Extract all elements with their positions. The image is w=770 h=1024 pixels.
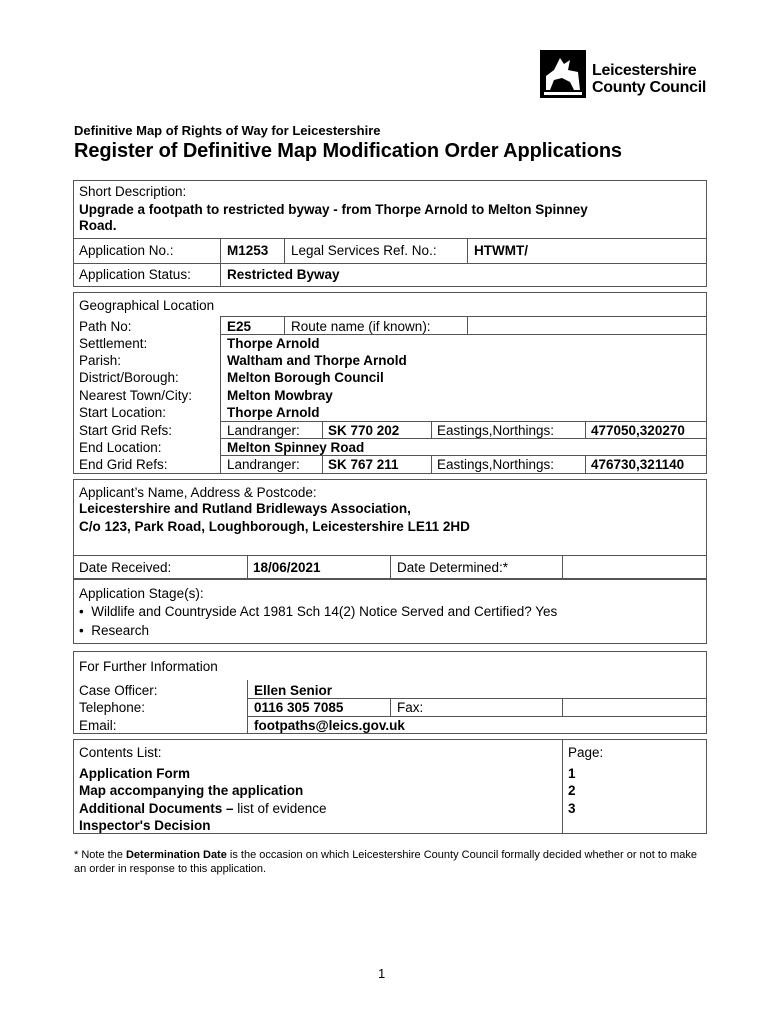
contents-row-page: 2 xyxy=(568,783,576,798)
short-description-label: Short Description: xyxy=(79,184,187,199)
logo-line-1: Leicestershire xyxy=(592,62,697,79)
end-location-label: End Location: xyxy=(79,440,162,455)
note-prefix: * Note the xyxy=(74,849,126,861)
parish-value: Waltham and Thorpe Arnold xyxy=(227,353,407,368)
stages-label: Application Stage(s): xyxy=(79,586,204,601)
logo-line-2: County Council xyxy=(592,79,707,96)
note-bold: Determination Date xyxy=(125,849,227,861)
district-value: Melton Borough Council xyxy=(227,370,384,385)
end-landranger-label: Landranger: xyxy=(227,457,300,472)
settlement-label: Settlement: xyxy=(79,336,148,351)
determination-note xyxy=(74,848,704,876)
start-grid-label: Start Grid Refs: xyxy=(79,423,173,438)
parish-label: Parish: xyxy=(79,353,122,368)
route-name-label: Route name (if known): xyxy=(291,319,431,334)
stage-item: • Wildlife and Countryside Act 1981 Sch 14(2) Notice Served and Certified? Yes xyxy=(79,604,558,619)
page-number: 1 xyxy=(378,966,386,981)
applicant-label: Applicant’s Name, Address & Postcode: xyxy=(79,485,317,500)
email-label: Email: xyxy=(79,718,117,733)
contents-row-title: Map accompanying the application xyxy=(79,783,304,798)
document-title: Register of Definitive Map Modification Order Applications xyxy=(74,140,622,162)
date-received-value: 18/06/2021 xyxy=(253,560,321,575)
start-eastings-value: 477050,320270 xyxy=(591,423,685,438)
date-received-label: Date Received: xyxy=(79,560,172,575)
start-location-value: Thorpe Arnold xyxy=(227,405,320,420)
case-officer-label: Case Officer: xyxy=(79,683,158,698)
page-column-label: Page: xyxy=(568,745,604,760)
settlement-value: Thorpe Arnold xyxy=(227,336,320,351)
short-description-value-1: Upgrade a footpath to restricted byway - from Thorpe Arnold to Melton Spinney xyxy=(79,202,588,217)
fax-label: Fax: xyxy=(397,700,424,715)
town-value: Melton Mowbray xyxy=(227,388,333,403)
application-status-value: Restricted Byway xyxy=(227,267,340,282)
town-label: Nearest Town/City: xyxy=(79,388,193,403)
applicant-line-1: Leicestershire and Rutland Bridleways Association, xyxy=(79,501,411,516)
application-no-value: M1253 xyxy=(227,243,269,258)
legal-ref-label: Legal Services Ref. No.: xyxy=(291,243,437,258)
contents-row-title: Additional Documents – xyxy=(79,801,234,816)
council-name xyxy=(592,62,706,96)
start-location-label: Start Location: xyxy=(79,405,167,420)
end-grid-label: End Grid Refs: xyxy=(79,457,168,472)
application-no-label: Application No.: xyxy=(79,243,174,258)
contents-row xyxy=(79,800,327,817)
path-no-value: E25 xyxy=(227,319,252,334)
contents-row-page: 3 xyxy=(568,801,576,816)
geo-heading: Geographical Location xyxy=(79,298,215,313)
note-rest: is the occasion on which Leicestershire County Council formally decided whether or not to make an order in response to this application. xyxy=(74,849,698,875)
end-grid-value: SK 767 211 xyxy=(328,457,399,472)
district-label: District/Borough: xyxy=(79,370,179,385)
contents-label: Contents List: xyxy=(79,745,162,760)
legal-ref-value: HTWMT/ xyxy=(474,243,528,258)
end-eastings-label: Eastings,Northings: xyxy=(437,457,555,472)
path-no-label: Path No: xyxy=(79,319,132,334)
info-heading: For Further Information xyxy=(79,659,218,674)
short-description-value-2: Road. xyxy=(79,218,117,233)
email-value[interactable]: footpaths@leics.gov.uk xyxy=(254,718,405,733)
fox-logo-icon xyxy=(540,50,586,98)
contents-row-title: Inspector's Decision xyxy=(79,818,211,833)
contents-row-title: Application Form xyxy=(79,766,190,781)
applicant-line-2: C/o 123, Park Road, Loughborough, Leicestershire LE11 2HD xyxy=(79,519,470,534)
stage-item-text: Wildlife and Countryside Act 1981 Sch 14(2) Notice Served and Certified? Yes xyxy=(91,604,558,619)
start-eastings-label: Eastings,Northings: xyxy=(437,423,555,438)
document-subtitle: Definitive Map of Rights of Way for Leicestershire xyxy=(74,123,381,138)
application-status-label: Application Status: xyxy=(79,267,191,282)
contents-row-suffix: list of evidence xyxy=(233,801,327,816)
contents-row-page: 1 xyxy=(568,766,576,781)
telephone-value: 0116 305 7085 xyxy=(254,700,344,715)
end-eastings-value: 476730,321140 xyxy=(591,457,685,472)
case-officer-value: Ellen Senior xyxy=(254,683,333,698)
date-determined-label: Date Determined:* xyxy=(397,560,509,575)
stage-item-text: Research xyxy=(91,623,150,638)
start-landranger-label: Landranger: xyxy=(227,423,300,438)
end-location-value: Melton Spinney Road xyxy=(227,440,365,455)
start-grid-value: SK 770 202 xyxy=(328,423,400,438)
stage-item: • Research xyxy=(79,623,150,638)
council-logo xyxy=(540,50,715,102)
telephone-label: Telephone: xyxy=(79,700,146,715)
